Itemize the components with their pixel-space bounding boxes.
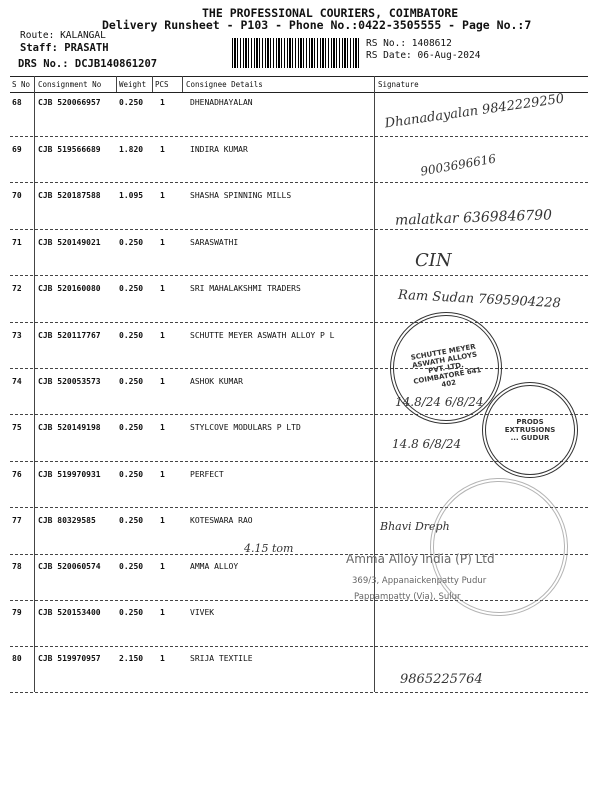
rs-date-line [366, 50, 480, 61]
pcs: 1 [160, 98, 165, 107]
consignee: SCHUTTE MEYER ASWATH ALLOY P L [190, 331, 335, 340]
sno: 80 [12, 654, 22, 663]
consignee: SRIJA TEXTILE [190, 654, 253, 663]
company-title: THE PROFESSIONAL COURIERS, COIMBATORE [202, 6, 459, 20]
row-divider [10, 692, 588, 693]
route-value: KALANGAL [60, 30, 106, 41]
col-divider [182, 76, 183, 92]
drs-line [18, 58, 157, 70]
pcs: 1 [160, 331, 165, 340]
weight: 0.250 [119, 331, 144, 340]
row-divider [10, 229, 588, 230]
row-divider [10, 322, 588, 323]
pcs: 1 [160, 377, 165, 386]
sno: 77 [12, 516, 22, 525]
pcs: 1 [160, 562, 165, 571]
signature-68: Dhanadayalan 9842229250 [383, 91, 566, 132]
staff-line [20, 42, 109, 54]
consignee: DHENADHAYALAN [190, 98, 253, 107]
col-divider [152, 76, 153, 92]
consignment-no: CJB 520066957 [38, 98, 101, 107]
pcs: 1 [160, 608, 165, 617]
col-header-consignment: Consignment No [38, 80, 102, 89]
consignee: VIVEK [190, 608, 215, 617]
consignment-no: CJB 520053573 [38, 377, 101, 386]
signature-80: 9865225764 [400, 672, 483, 687]
pcs: 1 [160, 191, 165, 200]
col-header-signature: Signature [378, 80, 419, 89]
table-top-border [10, 76, 588, 77]
consignee: SRI MAHALAKSHMI TRADERS [190, 284, 301, 293]
barcode [232, 38, 360, 68]
sno: 76 [12, 470, 22, 479]
route-line [20, 30, 106, 41]
pcs: 1 [160, 238, 165, 247]
consignment-no: CJB 520149021 [38, 238, 101, 247]
consignment-no: CJB 520060574 [38, 562, 101, 571]
consignment-no: CJB 520117767 [38, 331, 101, 340]
sno: 70 [12, 191, 22, 200]
rs-date-label: RS Date: [366, 50, 412, 61]
signature-75: 14.8 6/8/24 [392, 437, 462, 451]
drs-label: DRS No.: [18, 58, 69, 70]
signature-71: CIN [415, 250, 452, 271]
sno: 72 [12, 284, 22, 293]
consignee: KOTESWARA RAO [190, 516, 253, 525]
amma-alloy-stamp-address2: Pappampatty (Via), Sulur [354, 592, 461, 602]
consignment-no: CJB 520149198 [38, 423, 101, 432]
signature-69: 9003696616 [419, 151, 497, 179]
pcs: 1 [160, 284, 165, 293]
row-divider [10, 136, 588, 137]
sno: 69 [12, 145, 22, 154]
stamp-text: PRODS EXTRUSIONS ... GUDUR [504, 418, 556, 442]
col-header-weight: Weight [119, 80, 147, 89]
pcs: 1 [160, 470, 165, 479]
sno: 74 [12, 377, 22, 386]
weight: 1.820 [119, 145, 144, 154]
consignment-no: CJB 520160080 [38, 284, 101, 293]
weight: 0.250 [119, 470, 144, 479]
consignee: PERFECT [190, 470, 224, 479]
amma-alloy-stamp-name: Amma Alloy India (P) Ltd [346, 552, 495, 566]
signature-70: malatkar 6369846790 [394, 207, 553, 229]
consignee: STYLCOVE MODULARS P LTD [190, 423, 301, 432]
weight: 0.250 [119, 284, 144, 293]
amma-alloy-stamp-address1: 369/3, Appanaickenpatty Pudur [352, 576, 487, 586]
col-header-sno: S No [12, 80, 31, 89]
consignment-no: CJB 519970931 [38, 470, 101, 479]
sno: 79 [12, 608, 22, 617]
table-header-border [10, 92, 588, 93]
weight: 0.250 [119, 516, 144, 525]
pcs: 1 [160, 516, 165, 525]
consignment-no: CJB 519566689 [38, 145, 101, 154]
consignment-no: CJB 520187588 [38, 191, 101, 200]
signature-77: Bhavi Dreph [380, 520, 450, 533]
rs-no-value: 1408612 [411, 38, 452, 49]
consignee: SHASHA SPINNING MILLS [190, 191, 292, 200]
route-label: Route: [20, 30, 55, 41]
col-header-pcs: PCS [155, 80, 169, 89]
weight: 0.250 [119, 238, 144, 247]
row-divider [10, 182, 588, 183]
weight: 2.150 [119, 654, 144, 663]
rs-date-value: 06-Aug-2024 [417, 50, 481, 61]
consignment-no: CJB 520153400 [38, 608, 101, 617]
col-header-consignee: Consignee Details [186, 80, 263, 89]
sno: 71 [12, 238, 22, 247]
sno: 68 [12, 98, 22, 107]
col-divider [116, 76, 117, 92]
handwritten-note-78: 4.15 tom [244, 542, 294, 555]
weight: 0.250 [119, 608, 144, 617]
rs-no-line [366, 38, 452, 49]
weight: 0.250 [119, 98, 144, 107]
runsheet-title: Delivery Runsheet - P103 - Phone No.:0422-3505555 - Page No.:7 [102, 18, 532, 32]
pcs: 1 [160, 423, 165, 432]
staff-value: PRASATH [64, 42, 109, 54]
drs-value: DCJB140861207 [74, 58, 158, 70]
weight: 0.250 [119, 562, 144, 571]
signature-74: 14.8/24 6/8/24 [395, 395, 484, 409]
consignee: AMMA ALLOY [190, 562, 239, 571]
row-divider [10, 646, 588, 647]
sno: 73 [12, 331, 22, 340]
stamp-text: SCHUTTE MEYER ASWATH ALLOYS PVT. LTD. COIMBATORE 641 402 [410, 342, 482, 389]
weight: 1.095 [119, 191, 144, 200]
sno: 78 [12, 562, 22, 571]
consignment-no: CJB 519970957 [38, 654, 101, 663]
weight: 0.250 [119, 423, 144, 432]
pcs: 1 [160, 145, 165, 154]
faint-seal-stamp [411, 459, 588, 636]
staff-label: Staff: [20, 42, 58, 54]
signature-72: Ram Sudan 7695904228 [397, 287, 562, 312]
consignee: INDIRA KUMAR [190, 145, 248, 154]
sno: 75 [12, 423, 22, 432]
rs-no-label: RS No.: [366, 38, 407, 49]
consignee: ASHOK KUMAR [190, 377, 243, 386]
weight: 0.250 [119, 377, 144, 386]
pcs: 1 [160, 654, 165, 663]
consignee: SARASWATHI [190, 238, 239, 247]
round-seal-stamp [482, 382, 578, 478]
consignment-no: CJB 80329585 [38, 516, 96, 525]
row-divider [10, 275, 588, 276]
